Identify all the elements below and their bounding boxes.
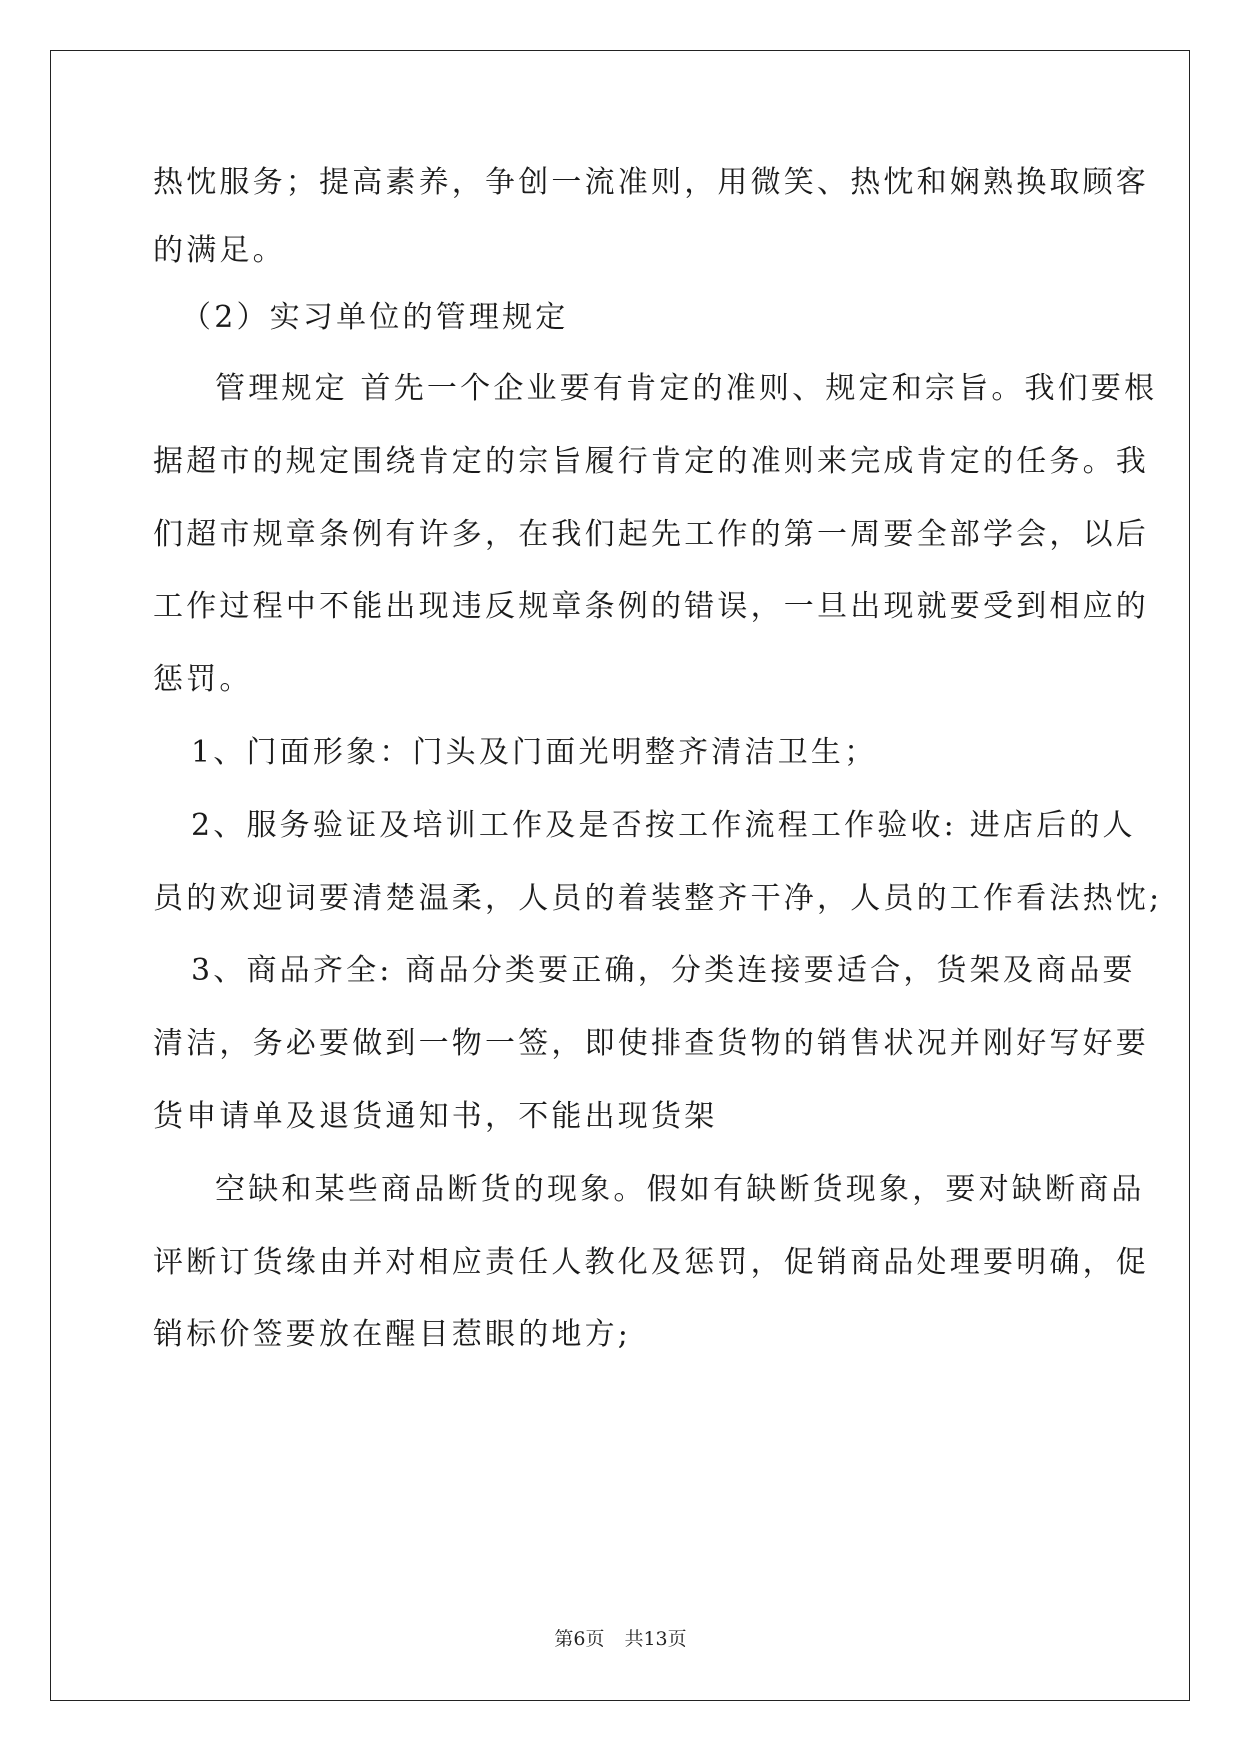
page-total: 共13页 <box>624 1628 687 1650</box>
text-line: 管理规定 首先一个企业要有肯定的准则、规定和宗旨。我们要根 <box>215 371 1158 406</box>
text-line: 货申请单及退货通知书，不能出现货架 <box>153 1099 718 1134</box>
text-line: 清洁，务必要做到一物一签，即使排查货物的销售状况并刚好写好要 <box>153 1026 1149 1061</box>
text-line: 销标价签要放在醒目惹眼的地方; <box>153 1317 632 1352</box>
text-line: 热忱服务；提高素养，争创一流准则，用微笑、热忱和娴熟换取顾客 <box>153 165 1149 200</box>
page-footer <box>0 1627 1241 1651</box>
list-item: 2、服务验证及培训工作及是否按工作流程工作验收: 进店后的人 <box>191 808 1136 843</box>
page-number: 第6页 <box>554 1628 605 1650</box>
text-line: 评断订货缘由并对相应责任人教化及惩罚，促销商品处理要明确，促 <box>153 1245 1149 1280</box>
text-line: 的满足。 <box>153 233 286 268</box>
text-line: 据超市的规定围绕肯定的宗旨履行肯定的准则来完成肯定的任务。我 <box>153 444 1149 479</box>
text-line: 工作过程中不能出现违反规章条例的错误，一旦出现就要受到相应的 <box>153 589 1149 624</box>
list-item: 1、门面形象：门头及门面光明整齐清洁卫生； <box>191 735 878 770</box>
section-heading: （2）实习单位的管理规定 <box>181 300 569 335</box>
text-line: 空缺和某些商品断货的现象。假如有缺断货现象，要对缺断商品 <box>215 1172 1145 1207</box>
list-item: 3、商品齐全: 商品分类要正确，分类连接要适合，货架及商品要 <box>191 953 1136 988</box>
text-line: 员的欢迎词要清楚温柔，人员的着装整齐干净，人员的工作看法热忱; <box>153 881 1163 916</box>
text-line: 们超市规章条例有许多，在我们起先工作的第一周要全部学会，以后 <box>153 517 1149 552</box>
text-line: 惩罚。 <box>153 662 253 697</box>
